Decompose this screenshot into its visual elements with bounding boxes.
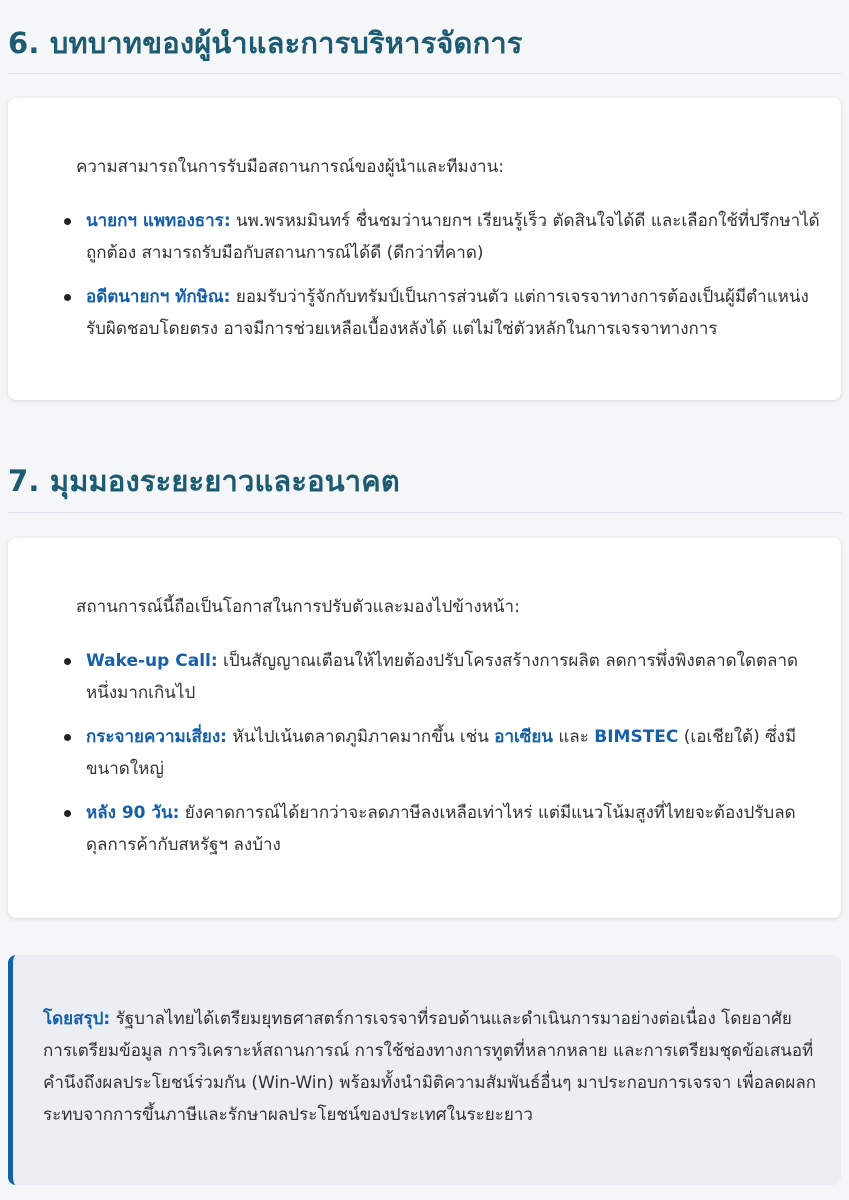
section-6-divider	[8, 73, 841, 74]
item-label: กระจายความเสี่ยง:	[86, 727, 227, 747]
summary-label: โดยสรุป:	[43, 1009, 111, 1029]
item-label: นายกฯ แพทองธาร:	[86, 211, 231, 231]
item-label: หลัง 90 วัน:	[86, 803, 180, 823]
item-label: Wake-up Call:	[86, 651, 218, 671]
summary-text: รัฐบาลไทยได้เตรียมยุทธศาสตร์การเจรจาที่รอบด้านและดำเนินการมาอย่างต่อเนื่อง โดยอาศัยการเตรียมข้อมูล การวิเคราะห์สถานการณ์ การใช้ช่องทางการทูตที่หลากหลาย และการเตรียมชุดข้อเสนอที่คำนึงถึงผลประโยชน์ร่วมกัน (Win-Win) พร้อมทั้งนำมิติความสัมพันธ์อื่นๆ มาประกอบการเจรจา เพื่อลดผลกระทบจากการขึ้นภาษีและรักษาผลประโยชน์ของประเทศในระยะยาว	[43, 1009, 817, 1125]
item-text: หันไปเน้นตลาดภูมิภาคมากขึ้น เช่น	[226, 727, 495, 747]
item-label: อดีตนายกฯ ทักษิณ:	[86, 287, 231, 307]
item-text: และ	[552, 727, 595, 747]
list-item	[54, 797, 823, 861]
list-item	[54, 281, 823, 345]
summary-paragraph	[43, 1003, 819, 1131]
bullet-icon	[64, 294, 71, 301]
bullet-icon	[64, 218, 71, 225]
summary-callout	[8, 955, 841, 1185]
section-7-intro: สถานการณ์นี้ถือเป็นโอกาสในการปรับตัวและมองไปข้างหน้า:	[76, 597, 520, 617]
bullet-icon	[64, 734, 71, 741]
item-text: นพ.พรหมมินทร์ ชื่นชมว่านายกฯ เรียนรู้เร็ว ตัดสินใจได้ดี และเลือกใช้ที่ปรึกษาได้ถูกต้อง สามารถรับมือกับสถานการณ์ได้ดี (ดีกว่าที่คาด)	[86, 211, 820, 263]
bullet-icon	[64, 810, 71, 817]
list-item	[54, 645, 823, 709]
item-text: ยังคาดการณ์ได้ยากว่าจะลดภาษีลงเหลือเท่าไหร่ แต่มีแนวโน้มสูงที่ไทยจะต้องปรับลดดุลการค้ากับสหรัฐฯ ลงบ้าง	[86, 803, 796, 855]
highlight-asean: อาเซียน	[494, 727, 553, 747]
section-6-list	[54, 205, 823, 345]
bullet-icon	[64, 658, 71, 665]
list-item	[54, 721, 823, 785]
section-7-title: 7. มุมมองระยะยาวและอนาคต	[8, 464, 400, 498]
section-7-list	[54, 645, 823, 861]
section-7-card	[8, 538, 841, 918]
section-6-title: 6. บทบาทของผู้นำและการบริหารจัดการ	[8, 26, 523, 60]
item-text: เป็นสัญญาณเตือนให้ไทยต้องปรับโครงสร้างการผลิต ลดการพึ่งพิงตลาดใดตลาดหนึ่งมากเกินไป	[86, 651, 799, 703]
item-text: (เอเชียใต้) ซึ่งมีขนาดใหญ่	[86, 727, 797, 779]
section-6-card	[8, 98, 841, 400]
item-text: ยอมรับว่ารู้จักกับทรัมป์เป็นการส่วนตัว แต่การเจรจาทางการต้องเป็นผู้มีตำแหน่งรับผิดชอบโดยตรง อาจมีการช่วยเหลือเบื้องหลังได้ แต่ไม่ใช่ตัวหลักในการเจรจาทางการ	[86, 287, 809, 339]
section-7-divider	[8, 512, 841, 513]
list-item	[54, 205, 823, 269]
highlight-bimstec: BIMSTEC	[594, 727, 679, 747]
section-6-intro: ความสามารถในการรับมือสถานการณ์ของผู้นำและทีมงาน:	[76, 157, 504, 177]
